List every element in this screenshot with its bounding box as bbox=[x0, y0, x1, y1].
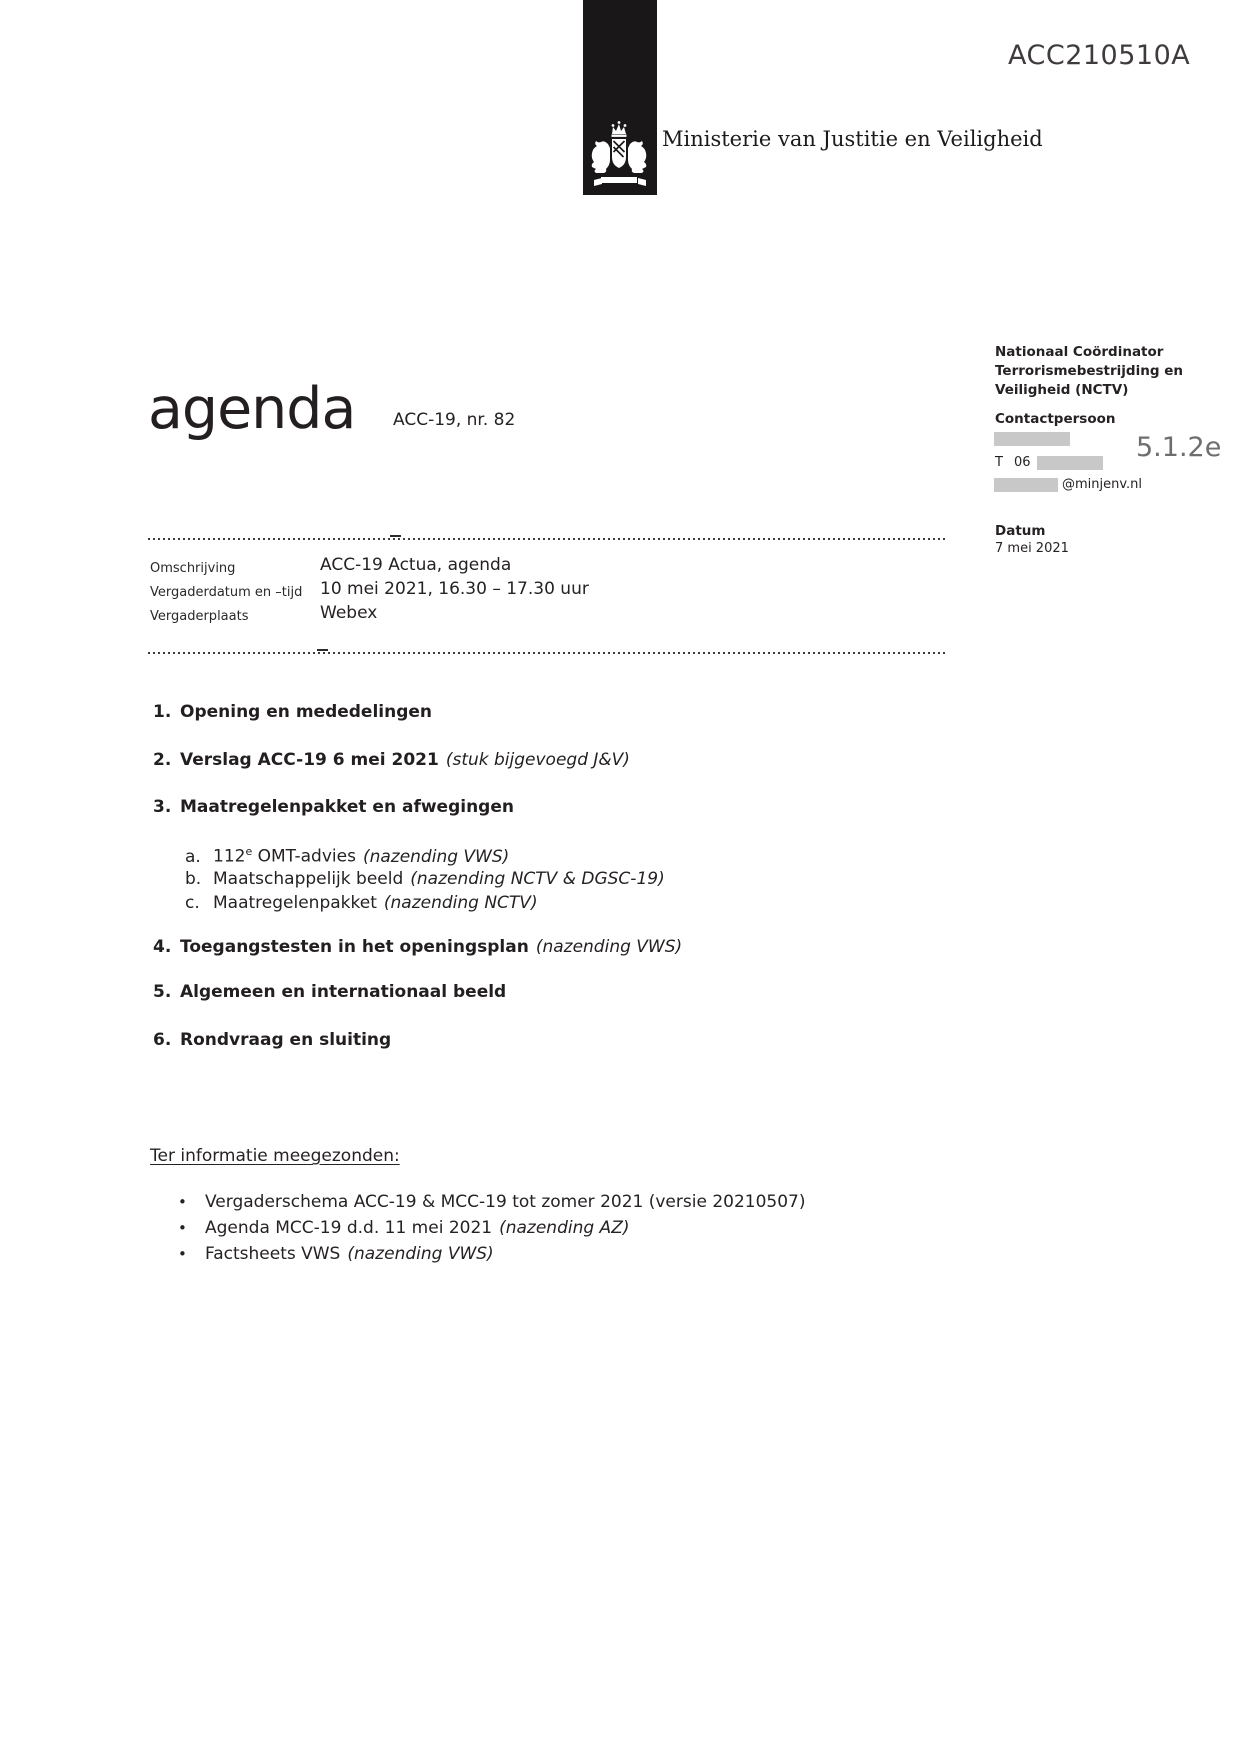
subitem-text: OMT-advies bbox=[252, 846, 356, 867]
contact-person-label: Contactpersoon bbox=[995, 411, 1116, 427]
bullet-icon: • bbox=[178, 1193, 187, 1211]
item-title: Verslag ACC-19 6 mei 2021 bbox=[180, 750, 439, 770]
agenda-item-6 bbox=[153, 1030, 391, 1050]
agenda-subitem-3b bbox=[185, 869, 665, 889]
phone-letter: T bbox=[995, 455, 1003, 470]
privacy-exemption-code: 5.1.2e bbox=[1136, 432, 1222, 463]
meta-label-vergaderdatum: Vergaderdatum en –tijd bbox=[150, 585, 303, 600]
meta-label-omschrijving: Omschrijving bbox=[150, 561, 236, 576]
item-title: Rondvraag en sluiting bbox=[180, 1030, 392, 1050]
redaction-box-email bbox=[994, 478, 1058, 492]
subitem-letter: b. bbox=[185, 869, 202, 889]
item-title: Algemeen en internationaal beeld bbox=[180, 982, 507, 1002]
meta-value-vergaderdatum: 10 mei 2021, 16.30 – 17.30 uur bbox=[320, 579, 589, 599]
agenda-item-4 bbox=[153, 937, 682, 957]
item-number: 1. bbox=[153, 702, 172, 722]
org-name-line2: Terrorismebestrijding en bbox=[995, 363, 1183, 379]
subitem-note: (nazending NCTV) bbox=[383, 893, 538, 913]
subitem-text-prefix: 112 bbox=[213, 846, 246, 867]
item-title: Toegangstesten in het openingsplan bbox=[180, 937, 529, 957]
meta-value-vergaderplaats: Webex bbox=[320, 603, 378, 623]
bullet-icon: • bbox=[178, 1219, 187, 1237]
subitem-text: Maatregelenpakket bbox=[213, 893, 377, 913]
attachment-text: Factsheets VWS bbox=[205, 1244, 341, 1264]
attachment-item-3 bbox=[178, 1244, 494, 1264]
attachment-text: Vergaderschema ACC-19 & MCC-19 tot zomer 2021 (versie 20210507) bbox=[205, 1192, 806, 1212]
phone-prefix: 06 bbox=[1014, 455, 1031, 470]
item-number: 3. bbox=[153, 797, 172, 817]
subitem-letter: c. bbox=[185, 893, 200, 913]
meta-label-vergaderplaats: Vergaderplaats bbox=[150, 609, 249, 624]
org-name-line1: Nationaal Coördinator bbox=[995, 344, 1164, 360]
subitem-superscript: e bbox=[245, 845, 253, 858]
redaction-box-phone bbox=[1037, 456, 1103, 470]
attachments-heading: Ter informatie meegezonden: bbox=[150, 1146, 400, 1166]
attachment-note: (nazending VWS) bbox=[347, 1244, 494, 1264]
ministry-logo-banner bbox=[583, 0, 657, 195]
coat-of-arms-icon bbox=[588, 120, 652, 190]
bullet-icon: • bbox=[178, 1245, 187, 1263]
separator-line-bottom bbox=[148, 652, 946, 654]
document-reference: ACC210510A bbox=[1008, 40, 1191, 71]
subitem-note: (nazending NCTV & DGSC-19) bbox=[410, 869, 665, 889]
date-label: Datum bbox=[995, 523, 1046, 539]
attachment-note: (nazending AZ) bbox=[499, 1218, 630, 1238]
separator-tick-top bbox=[390, 535, 401, 537]
item-title: Maatregelenpakket en afwegingen bbox=[180, 797, 514, 817]
meta-value-omschrijving: ACC-19 Actua, agenda bbox=[320, 555, 512, 575]
separator-line-top bbox=[148, 538, 946, 540]
attachment-item-2 bbox=[178, 1218, 629, 1238]
attachment-item-1 bbox=[178, 1192, 806, 1212]
agenda-subitem-3c bbox=[185, 893, 538, 913]
doc-type-title: agenda bbox=[148, 376, 356, 442]
subitem-text: Maatschappelijk beeld bbox=[213, 869, 404, 889]
agenda-item-5 bbox=[153, 982, 506, 1002]
attachment-text: Agenda MCC-19 d.d. 11 mei 2021 bbox=[205, 1218, 493, 1238]
item-number: 6. bbox=[153, 1030, 172, 1050]
date-value: 7 mei 2021 bbox=[995, 541, 1069, 556]
ministry-name: Ministerie van Justitie en Veiligheid bbox=[662, 127, 1043, 151]
item-note: (stuk bijgevoegd J&V) bbox=[445, 750, 630, 770]
item-number: 2. bbox=[153, 750, 172, 770]
item-number: 5. bbox=[153, 982, 172, 1002]
doc-subtitle: ACC-19, nr. 82 bbox=[393, 410, 516, 430]
subitem-letter: a. bbox=[185, 846, 201, 867]
agenda-item-3 bbox=[153, 797, 514, 817]
item-number: 4. bbox=[153, 937, 172, 957]
separator-tick-bottom bbox=[317, 649, 328, 651]
agenda-item-1 bbox=[153, 702, 432, 722]
agenda-subitem-3a bbox=[185, 845, 509, 867]
subitem-note: (nazending VWS) bbox=[362, 846, 510, 867]
item-title: Opening en mededelingen bbox=[180, 702, 433, 722]
org-name-line3: Veiligheid (NCTV) bbox=[995, 382, 1129, 398]
redaction-box-name bbox=[994, 432, 1070, 446]
email-domain: @minjenv.nl bbox=[1062, 477, 1143, 492]
item-note: (nazending VWS) bbox=[535, 937, 683, 957]
agenda-item-2 bbox=[153, 750, 630, 770]
